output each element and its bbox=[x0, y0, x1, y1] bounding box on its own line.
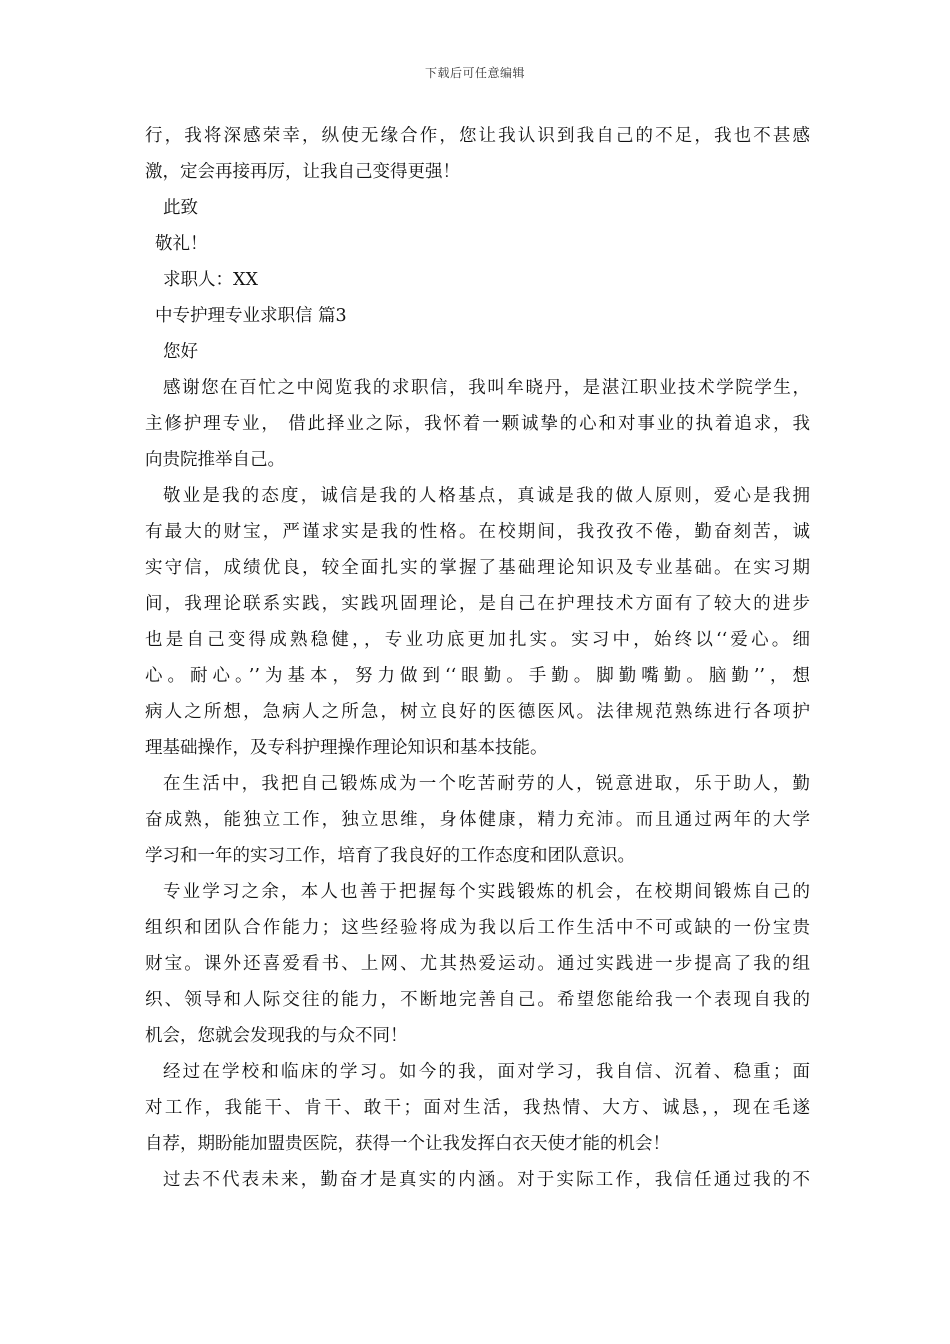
text-line: 感谢您在百忙之中阅览我的求职信，我叫牟晓丹，是湛江职业技术学院学生， bbox=[163, 378, 810, 398]
text-line: 实守信，成绩优良，较全面扎实的掌握了基础理论知识及专业基础。在实习期 bbox=[145, 558, 810, 578]
text-line: 敬业是我的态度，诚信是我的人格基点，真诚是我的做人原则，爱心是我拥 bbox=[163, 486, 810, 506]
document-body bbox=[145, 118, 810, 1198]
page-header: 下载后可任意编辑 bbox=[424, 66, 525, 80]
text-line: 组织和团队合作能力；这些经验将成为我以后工作生活中不可或缺的一份宝贵 bbox=[145, 918, 810, 938]
text-line: 向贵院推举自己。 bbox=[145, 450, 285, 470]
text-line: 财宝。课外还喜爱看书、上网、尤其热爱运动。通过实践进一步提高了我的组 bbox=[145, 954, 810, 974]
text-line: 求职人：XX bbox=[163, 270, 258, 290]
text-line: 有最大的财宝，严谨求实是我的性格。在校期间，我孜孜不倦，勤奋刻苦，诚 bbox=[145, 522, 810, 542]
text-line: 激，定会再接再厉，让我自己变得更强！ bbox=[145, 162, 460, 182]
text-line: 奋成熟，能独立工作，独立思维，身体健康，精力充沛。而且通过两年的大学 bbox=[145, 810, 810, 830]
text-line: 在生活中，我把自己锻炼成为一个吃苦耐劳的人，锐意进取，乐于助人，勤 bbox=[163, 774, 810, 794]
text-line: 机会，您就会发现我的与众不同！ bbox=[145, 1026, 408, 1046]
text-line: 织、领导和人际交往的能力，不断地完善自己。希望您能给我一个表现自我的 bbox=[145, 990, 810, 1010]
text-line: 主修护理专业， 借此择业之际，我怀着一颗诚挚的心和对事业的执着追求，我 bbox=[145, 414, 810, 434]
text-line: 您好 bbox=[163, 342, 198, 362]
text-line: 学习和一年的实习工作，培育了我良好的工作态度和团队意识。 bbox=[145, 846, 635, 866]
text-line: 过去不代表未来，勤奋才是真实的内涵。对于实际工作，我信任通过我的不 bbox=[163, 1170, 810, 1190]
text-line: 专业学习之余，本人也善于把握每个实践锻炼的机会，在校期间锻炼自己的 bbox=[163, 882, 810, 902]
text-line: 心。耐心。’’为基本，努力做到‘‘眼勤。手勤。脚勤嘴勤。脑勤’’，想 bbox=[145, 666, 810, 686]
text-line: 此致 bbox=[163, 198, 198, 218]
text-line: 也是自己变得成熟稳健，，专业功底更加扎实。实习中，始终以‘‘爱心。细 bbox=[145, 630, 810, 650]
text-line: 对工作，我能干、肯干、敢干；面对生活，我热情、大方、诚恳，，现在毛遂 bbox=[145, 1098, 810, 1118]
text-line: 病人之所想，急病人之所急，树立良好的医德医风。法律规范熟练进行各项护 bbox=[145, 702, 810, 722]
text-line: 经过在学校和临床的学习。如今的我，面对学习，我自信、沉着、稳重；面 bbox=[163, 1062, 810, 1082]
text-line: 间，我理论联系实践，实践巩固理论，是自己在护理技术方面有了较大的进步 bbox=[145, 594, 810, 614]
text-line: 行，我将深感荣幸，纵使无缘合作，您让我认识到我自己的不足，我也不甚感 bbox=[145, 126, 810, 146]
text-line: 理基础操作，及专科护理操作理论知识和基本技能。 bbox=[145, 738, 548, 758]
text-line: 自荐，期盼能加盟贵医院，获得一个让我发挥白衣天使才能的机会！ bbox=[145, 1134, 670, 1154]
text-line: 敬礼！ bbox=[155, 234, 208, 254]
text-line: 中专护理专业求职信 篇3 bbox=[155, 306, 347, 326]
